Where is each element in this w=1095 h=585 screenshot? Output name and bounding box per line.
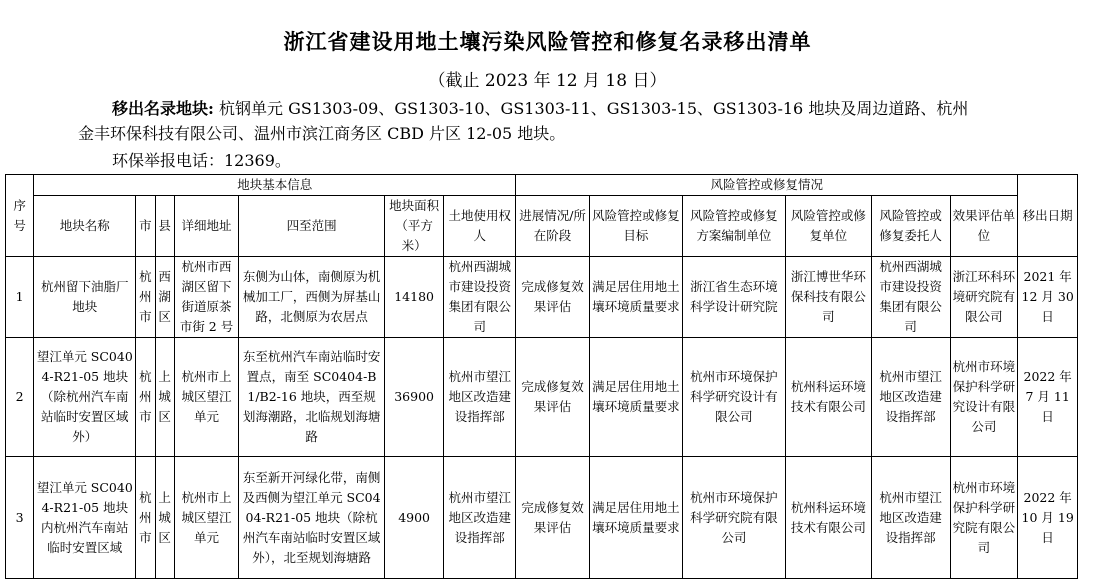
- cell-remove-date: 2022 年 10 月 19 日: [1018, 457, 1078, 579]
- cell-land-user: 杭州市望江地区改造建设指挥部: [444, 338, 516, 457]
- cell-index: 2: [6, 338, 34, 457]
- cell-city: 杭州市: [136, 338, 155, 457]
- cell-county: 西湖区: [155, 257, 174, 338]
- header-repair-unit: 风险管控或修复单位: [785, 196, 871, 257]
- cell-target: 满足居住用地土壤环境质量要求: [589, 457, 682, 579]
- table-row: [6, 338, 1078, 457]
- cutoff-date: （截止 2023 年 12 月 18 日）: [428, 71, 667, 91]
- cell-target: 满足居住用地土壤环境质量要求: [589, 257, 682, 338]
- header-name: 地块名称: [34, 196, 136, 257]
- cell-commission: 杭州市望江地区改造建设指挥部: [871, 457, 950, 579]
- cell-commission: 杭州市望江地区改造建设指挥部: [871, 338, 950, 457]
- cell-area: 36900: [384, 338, 444, 457]
- cell-area: 14180: [384, 257, 444, 338]
- header-area: 地块面积（平方米）: [384, 196, 444, 257]
- cell-name: 望江单元 SC0404-R21-05 地块内杭州汽车南站临时安置区域: [34, 457, 136, 579]
- removal-table: [5, 174, 1078, 579]
- hotline-text: 环保举报电话：12369。: [112, 151, 291, 170]
- cell-repair-unit: 浙江博世华环保科技有限公司: [785, 257, 871, 338]
- header-remove-date: 移出日期: [1018, 175, 1078, 257]
- header-eval-unit: 效果评估单位: [950, 196, 1018, 257]
- cell-land-user: 杭州市望江地区改造建设指挥部: [444, 457, 516, 579]
- cell-plan-unit: 浙江省生态环境科学设计研究院: [682, 257, 785, 338]
- cell-repair-unit: 杭州科运环境技术有限公司: [785, 338, 871, 457]
- header-city: 市: [136, 196, 155, 257]
- cell-repair-unit: 杭州科运环境技术有限公司: [785, 457, 871, 579]
- cell-progress: 完成修复效果评估: [516, 338, 590, 457]
- cell-progress: 完成修复效果评估: [516, 257, 590, 338]
- cell-remove-date: 2021 年 12 月 30 日: [1018, 257, 1078, 338]
- group-header-risk: 风险管控或修复情况: [516, 175, 1018, 196]
- cell-eval-unit: 杭州市环境保护科学研究院有限公司: [950, 457, 1018, 579]
- cell-remove-date: 2022 年 7 月 11 日: [1018, 338, 1078, 457]
- header-land-user: 土地使用权人: [444, 196, 516, 257]
- cell-progress: 完成修复效果评估: [516, 457, 590, 579]
- cell-eval-unit: 杭州市环境保护科学研究设计有限公司: [950, 338, 1018, 457]
- cell-boundary: 东至新开河绿化带，南侧及西侧为望江单元 SC0404-R21-05 地块（除杭州汽车南站临时安置区域外），北至规划海塘路: [239, 457, 384, 579]
- header-index: 序号: [6, 175, 34, 257]
- cell-plan-unit: 杭州市环境保护科学研究设计有限公司: [682, 338, 785, 457]
- cell-county: 上城区: [155, 338, 174, 457]
- cell-county: 上城区: [155, 457, 174, 579]
- group-header-basic: 地块基本信息: [34, 175, 516, 196]
- cell-area: 4900: [384, 457, 444, 579]
- cell-boundary: 东至杭州汽车南站临时安置点，南至 SC0404-B1/B2-16 地块，西至规划海潮路，北临规划海塘路: [239, 338, 384, 457]
- header-plan-unit: 风险管控或修复方案编制单位: [682, 196, 785, 257]
- cell-city: 杭州市: [136, 257, 155, 338]
- cell-city: 杭州市: [136, 457, 155, 579]
- cell-plan-unit: 杭州市环境保护科学研究院有限公司: [682, 457, 785, 579]
- cell-commission: 杭州西湖城市建设投资集团有限公司: [871, 257, 950, 338]
- table-row: [6, 457, 1078, 579]
- cell-index: 3: [6, 457, 34, 579]
- header-commission: 风险管控或修复委托人: [871, 196, 950, 257]
- cell-name: 望江单元 SC0404-R21-05 地块（除杭州汽车南站临时安置区域外）: [34, 338, 136, 457]
- cell-name: 杭州留下油脂厂地块: [34, 257, 136, 338]
- intro-line2: 金丰环保科技有限公司、温州市滨江商务区 CBD 片区 12-05 地块。: [78, 124, 566, 143]
- intro-paragraph: [78, 96, 1018, 146]
- header-target: 风险管控或修复目标: [589, 196, 682, 257]
- header-boundary: 四至范围: [239, 196, 384, 257]
- intro-label: 移出名录地块:: [112, 99, 214, 118]
- cell-eval-unit: 浙江环科环境研究院有限公司: [950, 257, 1018, 338]
- header-address: 详细地址: [174, 196, 239, 257]
- header-progress: 进展情况/所在阶段: [516, 196, 590, 257]
- cell-boundary: 东侧为山体，南侧原为机械加工厂，西侧为屏基山路，北侧原为农居点: [239, 257, 384, 338]
- intro-line1: 杭钢单元 GS1303-09、GS1303-10、GS1303-11、GS1303-15、GS1303-16 地块及周边道路、杭州: [219, 99, 969, 118]
- header-county: 县: [155, 196, 174, 257]
- cell-address: 杭州市上城区望江单元: [174, 338, 239, 457]
- cell-address: 杭州市西湖区留下街道原茶市街 2 号: [174, 257, 239, 338]
- cell-land-user: 杭州西湖城市建设投资集团有限公司: [444, 257, 516, 338]
- cell-address: 杭州市上城区望江单元: [174, 457, 239, 579]
- cell-index: 1: [6, 257, 34, 338]
- table-row: [6, 257, 1078, 338]
- page-title: 浙江省建设用地土壤污染风险管控和修复名录移出清单: [283, 29, 812, 54]
- cell-target: 满足居住用地土壤环境质量要求: [589, 338, 682, 457]
